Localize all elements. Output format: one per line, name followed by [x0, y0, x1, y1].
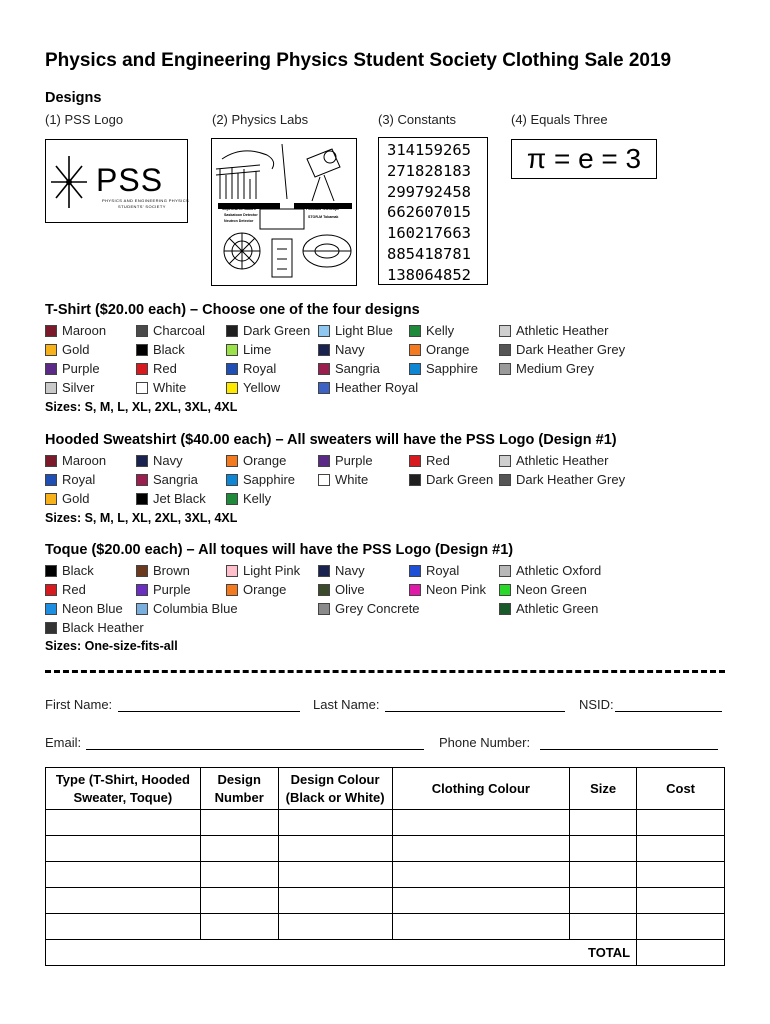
nsid-field[interactable]: [615, 711, 722, 712]
hoodie-color-jet-black: Jet Black: [153, 491, 206, 506]
tshirt-swatch-dark-green: [226, 325, 238, 337]
hoodie-swatch-royal: [45, 474, 57, 486]
col-design-colour: Design Colour (Black or White): [278, 768, 392, 810]
cell[interactable]: [392, 862, 570, 888]
tshirt-color-yellow: Yellow: [243, 380, 281, 395]
cell[interactable]: [637, 810, 725, 836]
hoodie-color-sapphire: Sapphire: [243, 472, 296, 487]
toque-color-navy: Navy: [335, 563, 365, 578]
tshirt-color-light-blue: Light Blue: [335, 323, 393, 338]
hoodie-swatch-kelly: [226, 493, 238, 505]
tshirt-color-charcoal: Charcoal: [153, 323, 206, 338]
email-label: Email:: [45, 735, 82, 750]
tshirt-swatch-royal: [226, 363, 238, 375]
tshirt-color-navy: Navy: [335, 342, 365, 357]
toque-swatch-neon-green: [499, 584, 511, 596]
design-2-label: (2) Physics Labs: [212, 112, 309, 127]
table-row: [46, 888, 725, 914]
cell[interactable]: [637, 914, 725, 940]
table-row: [46, 914, 725, 940]
toque-swatch-athletic-oxford: [499, 565, 511, 577]
toque-swatch-grey-concrete: [318, 603, 330, 615]
physics-labs-illustration: [212, 139, 355, 284]
hoodie-color-dark-heather-grey: Dark Heather Grey: [516, 472, 626, 487]
toque-swatch-olive: [318, 584, 330, 596]
cut-line: [45, 670, 725, 673]
table-header-row: [46, 768, 725, 810]
tshirt-swatch-medium-grey: [499, 363, 511, 375]
toque-swatch-light-pink: [226, 565, 238, 577]
hoodie-swatch-maroon: [45, 455, 57, 467]
tshirt-swatch-athletic-heather: [499, 325, 511, 337]
toque-color-light-pink: Light Pink: [243, 563, 301, 578]
hoodie-color-dark-green: Dark Green: [426, 472, 494, 487]
toque-color-athletic-oxford: Athletic Oxford: [516, 563, 602, 578]
hoodie-color-royal: Royal: [62, 472, 96, 487]
equals-three-design: [511, 139, 657, 179]
tshirt-swatch-silver: [45, 382, 57, 394]
hoodie-swatch-dark-heather-grey: [499, 474, 511, 486]
cell[interactable]: [200, 888, 278, 914]
equals-three-text: π = e = 3: [526, 143, 642, 174]
hoodie-color-sangria: Sangria: [153, 472, 198, 487]
col-design-number: Design Number: [200, 768, 278, 810]
toque-color-orange: Orange: [243, 582, 287, 597]
toque-color-columbia-blue: Columbia Blue: [153, 601, 238, 616]
design-3-label: (3) Constants: [378, 112, 457, 127]
design-4-label: (4) Equals Three: [511, 112, 608, 127]
pss-logo-subtitle-1: PHYSICS AND ENGINEERING PHYSICS: [102, 198, 190, 203]
hoodie-swatch-navy: [136, 455, 148, 467]
hoodie-swatch-dark-green: [409, 474, 421, 486]
hoodie-swatch-red: [409, 455, 421, 467]
tshirt-color-heather-royal: Heather Royal: [335, 380, 419, 395]
constant-line: 885418781: [387, 244, 471, 263]
tshirt-color-dark-heather-grey: Dark Heather Grey: [516, 342, 626, 357]
cell[interactable]: [200, 810, 278, 836]
toque-swatch-orange: [226, 584, 238, 596]
toque-color-brown: Brown: [153, 563, 190, 578]
toque-color-neon-pink: Neon Pink: [426, 582, 486, 597]
tshirt-color-medium-grey: Medium Grey: [516, 361, 595, 376]
toque-color-neon-green: Neon Green: [516, 582, 587, 597]
hoodie-color-orange: Orange: [243, 453, 287, 468]
lab-label-5: STOR-M Tokamak: [308, 215, 339, 219]
toque-color-red: Red: [62, 582, 86, 597]
toque-color-black: Black: [62, 563, 94, 578]
hoodie-swatch-purple: [318, 455, 330, 467]
toque-swatch-neon-blue: [45, 603, 57, 615]
cell[interactable]: [570, 810, 637, 836]
table-row: [46, 836, 725, 862]
tshirt-swatch-navy: [318, 344, 330, 356]
toque-color-royal: Royal: [426, 563, 460, 578]
tshirt-swatch-white: [136, 382, 148, 394]
design-1-label: (1) PSS Logo: [45, 112, 124, 127]
toque-swatch-athletic-green: [499, 603, 511, 615]
toque-swatch-navy: [318, 565, 330, 577]
hoodie-color-navy: Navy: [153, 453, 183, 468]
order-table: [45, 767, 725, 966]
last-name-label: Last Name:: [313, 697, 380, 712]
tshirt-color-lime: Lime: [243, 342, 272, 357]
tshirt-color-gold: Gold: [62, 342, 90, 357]
page-title: Physics and Engineering Physics Student Society Clothing Sale 2019: [45, 50, 672, 71]
email-field[interactable]: [86, 749, 424, 750]
hoodie-swatch-orange: [226, 455, 238, 467]
constant-line: 271828183: [387, 161, 471, 180]
hoodie-color-maroon: Maroon: [62, 453, 107, 468]
cell[interactable]: [200, 836, 278, 862]
cell[interactable]: [278, 914, 392, 940]
hoodie-swatch-white: [318, 474, 330, 486]
tshirt-color-sangria: Sangria: [335, 361, 380, 376]
first-name-field[interactable]: [118, 711, 300, 712]
hoodie-sizes: Sizes: S, M, L, XL, 2XL, 3XL, 4XL: [45, 511, 238, 525]
toque-color-purple: Purple: [153, 582, 191, 597]
cell[interactable]: [392, 836, 570, 862]
hoodie-color-red: Red: [426, 453, 450, 468]
constant-line: 138064852: [387, 265, 471, 284]
tshirt-swatch-black: [136, 344, 148, 356]
tshirt-swatch-charcoal: [136, 325, 148, 337]
cell[interactable]: [570, 914, 637, 940]
cell[interactable]: [570, 888, 637, 914]
designs-heading: Designs: [45, 90, 102, 106]
toque-color-neon-blue: Neon Blue: [62, 601, 123, 616]
toque-color-olive: Olive: [335, 582, 365, 597]
toque-swatch-royal: [409, 565, 421, 577]
hoodie-swatch-sapphire: [226, 474, 238, 486]
cell[interactable]: [392, 810, 570, 836]
toque-color-black-heather: Black Heather: [62, 620, 144, 635]
tshirt-color-royal: Royal: [243, 361, 277, 376]
cell[interactable]: [392, 888, 570, 914]
last-name-field[interactable]: [385, 711, 565, 712]
tshirt-color-purple: Purple: [62, 361, 100, 376]
phone-label: Phone Number:: [439, 735, 531, 750]
toque-color-athletic-green: Athletic Green: [516, 601, 599, 616]
lab-label-3: Neutron Detector: [224, 219, 254, 223]
tshirt-swatch-purple: [45, 363, 57, 375]
cell[interactable]: [570, 836, 637, 862]
tshirt-color-athletic-heather: Athletic Heather: [516, 323, 609, 338]
constant-line: 662607015: [387, 203, 471, 222]
tshirt-swatch-heather-royal: [318, 382, 330, 394]
tshirt-heading: T-Shirt ($20.00 each) – Choose one of the four designs: [45, 302, 420, 318]
hoodie-color-athletic-heather: Athletic Heather: [516, 453, 609, 468]
cell[interactable]: [46, 810, 201, 836]
table-row: [46, 810, 725, 836]
cell[interactable]: [392, 914, 570, 940]
phone-field[interactable]: [540, 749, 718, 750]
tshirt-color-kelly: Kelly: [426, 323, 455, 338]
total-label: TOTAL: [46, 940, 637, 966]
hoodie-swatch-jet-black: [136, 493, 148, 505]
hoodie-color-purple: Purple: [335, 453, 373, 468]
constant-line: 314159265: [387, 141, 471, 159]
constants-design: [378, 137, 488, 285]
tshirt-color-silver: Silver: [62, 380, 95, 395]
total-cost-cell[interactable]: [637, 940, 725, 966]
col-type: Type (T-Shirt, Hooded Sweater, Toque): [46, 768, 201, 810]
tshirt-swatch-lime: [226, 344, 238, 356]
hoodie-swatch-gold: [45, 493, 57, 505]
col-cost: Cost: [637, 768, 725, 810]
tshirt-swatch-dark-heather-grey: [499, 344, 511, 356]
pss-logo-subtitle-2: STUDENTS' SOCIETY: [118, 204, 166, 209]
tshirt-swatch-kelly: [409, 325, 421, 337]
constant-line: 299792458: [387, 182, 471, 201]
tshirt-color-black: Black: [153, 342, 185, 357]
cell[interactable]: [278, 862, 392, 888]
cell[interactable]: [637, 888, 725, 914]
cell[interactable]: [637, 862, 725, 888]
tshirt-color-dark-green: Dark Green: [243, 323, 311, 338]
lab-label-4: Foucault Telescope: [306, 207, 340, 211]
hoodie-swatch-sangria: [136, 474, 148, 486]
cell[interactable]: [46, 888, 201, 914]
cell[interactable]: [278, 836, 392, 862]
hoodie-color-kelly: Kelly: [243, 491, 272, 506]
tshirt-swatch-sapphire: [409, 363, 421, 375]
hoodie-swatch-athletic-heather: [499, 455, 511, 467]
tshirt-sizes: Sizes: S, M, L, XL, 2XL, 3XL, 4XL: [45, 400, 238, 414]
tshirt-color-white: White: [153, 380, 187, 395]
total-row: [46, 940, 725, 966]
tshirt-swatch-gold: [45, 344, 57, 356]
physics-labs-design: [211, 138, 357, 286]
toque-swatch-purple: [136, 584, 148, 596]
cell[interactable]: [46, 862, 201, 888]
cell[interactable]: [570, 862, 637, 888]
cell[interactable]: [278, 810, 392, 836]
toque-swatch-neon-pink: [409, 584, 421, 596]
cell[interactable]: [200, 914, 278, 940]
first-name-label: First Name:: [45, 697, 113, 712]
col-size: Size: [570, 768, 637, 810]
cell[interactable]: [46, 914, 201, 940]
cell[interactable]: [637, 836, 725, 862]
toque-heading: Toque ($20.00 each) – All toques will have the PSS Logo (Design #1): [45, 542, 514, 558]
tshirt-swatch-light-blue: [318, 325, 330, 337]
tshirt-swatch-maroon: [45, 325, 57, 337]
col-clothing-colour: Clothing Colour: [392, 768, 570, 810]
hoodie-color-white: White: [335, 472, 369, 487]
tshirt-swatch-orange: [409, 344, 421, 356]
pss-logo-text: PSS: [96, 162, 164, 198]
toque-swatch-brown: [136, 565, 148, 577]
tshirt-color-orange: Orange: [426, 342, 470, 357]
toque-swatch-columbia-blue: [136, 603, 148, 615]
cell[interactable]: [46, 836, 201, 862]
tshirt-color-maroon: Maroon: [62, 323, 107, 338]
tshirt-color-red: Red: [153, 361, 177, 376]
toque-swatch-black-heather: [45, 622, 57, 634]
constant-line: 160217663: [387, 224, 471, 243]
toque-sizes: Sizes: One-size-fits-all: [45, 639, 178, 653]
hoodie-heading: Hooded Sweatshirt ($40.00 each) – All sweaters will have the PSS Logo (Design #1): [45, 432, 617, 448]
star-burst-icon: [49, 154, 89, 210]
cell[interactable]: [278, 888, 392, 914]
hoodie-color-gold: Gold: [62, 491, 90, 506]
toque-swatch-red: [45, 584, 57, 596]
table-row: [46, 862, 725, 888]
nsid-label: NSID:: [579, 697, 614, 712]
cell[interactable]: [200, 862, 278, 888]
tshirt-color-sapphire: Sapphire: [426, 361, 479, 376]
tshirt-swatch-yellow: [226, 382, 238, 394]
tshirt-swatch-red: [136, 363, 148, 375]
pss-logo-design: [45, 139, 188, 223]
lab-label-2: Saskatoon Detector: [224, 213, 258, 217]
tshirt-swatch-sangria: [318, 363, 330, 375]
lab-label-1: SuperDARN Radars: [222, 207, 256, 211]
toque-swatch-black: [45, 565, 57, 577]
toque-color-grey-concrete: Grey Concrete: [335, 601, 420, 616]
